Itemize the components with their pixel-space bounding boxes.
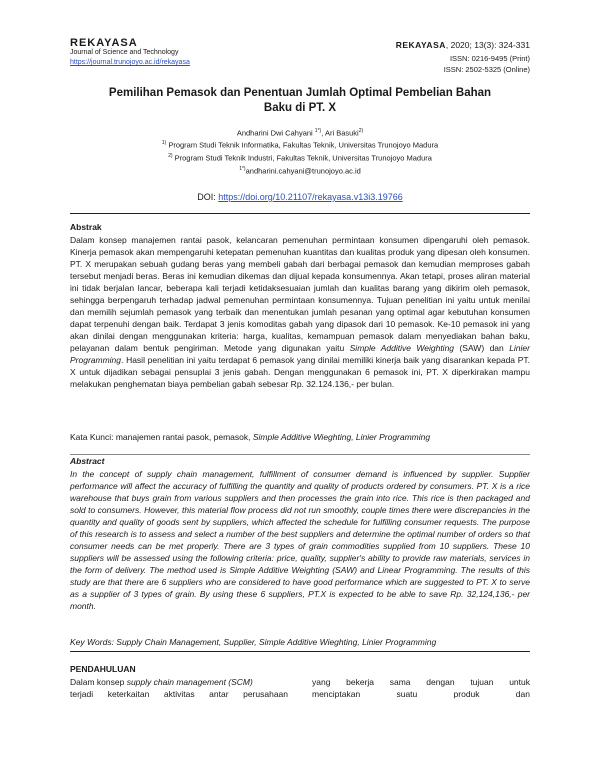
pendahuluan-right-column [312, 676, 530, 700]
issn-online: ISSN: 2502-5325 (Online) [443, 65, 530, 74]
word: untuk [509, 677, 530, 687]
word: bekerja [346, 677, 375, 687]
abstract-heading: Abstract [70, 456, 105, 466]
citation [396, 40, 530, 50]
affiliation-2 [70, 153, 530, 163]
abstrak-text-a: Dalam konsep manajemen rantai pasok, kelancaran pemenuhan permintaan konsumen dipengaruhi oleh pemasok. Kinerja pemasok akan mempengaruhi ketepatan pemenuhan kuantitas dan kualitas produk yang dipesan oleh konsumen. PT. X merupakan sebuah gudang beras yang membeli gabah dari berbagai pemasok dan kemudian memproses gabah tersebut menjadi beras. Beras ini kemudian dikemas dan dijual kepada konsumennya. Akan tetapi, proses aliran material ini tidak berjalan lancar, beberapa kali terjadi ketidaksesuaian jumlah dan kualitas barang yang dikirim oleh pemasok, sehingga berpengaruh terhadap jadwal pemenuhan permintaan konsumennya. Tujuan penelitian ini yaitu untuk menilai dan memilih sejumlah pemasok yang terbaik dan menentukan jumlah pesanan yang optimal agar kebutuhan konsumen dapat terpenuhi dengan baik. Terdapat 3 jenis komoditas gabah yang dipasok dari 10 pemasok. Ke-10 pemasok ini yang akan dinilai dengan menggunakan kriteria: harga, kualitas, kemampuan pemasok dalam menyediakan bahan baku, pelayanan dalam bentuk pengiriman. Metode yang digunakan yaitu [70, 235, 530, 353]
author-2-sup: 2) [358, 128, 364, 134]
word: suatu [396, 689, 418, 699]
journal-url-link[interactable]: https://journal.trunojoyo.ac.id/rekayasa [70, 59, 190, 66]
pendahuluan-left-column [70, 676, 288, 700]
divider-top [70, 213, 530, 214]
kata-kunci-label: Kata Kunci: manajemen rantai pasok, pemasok, [70, 432, 253, 442]
author-line [70, 128, 530, 138]
doi-line [70, 192, 530, 202]
author-email [70, 166, 530, 176]
doi-label: DOI: [197, 192, 219, 202]
word: tujuan [470, 677, 494, 687]
left-line-2: terjadi keterkaitan aktivitas antar perusahaan [70, 689, 288, 699]
pendahuluan-heading: PENDAHULUAN [70, 664, 136, 674]
email-text[interactable]: andharini.cahyani@trunojoyo.ac.id [245, 166, 361, 176]
paper-title: Pemilihan Pemasok dan Penentuan Jumlah Optimal Pembelian Bahan Baku di PT. X [108, 87, 492, 114]
journal-name: REKAYASA [70, 37, 138, 49]
citation-journal: REKAYASA [395, 40, 446, 50]
right-line-1 [312, 676, 530, 688]
kata-kunci [70, 432, 430, 442]
doi-link[interactable]: https://doi.org/10.21107/rekayasa.v13i3.19766 [218, 192, 403, 202]
left-line-1 [70, 676, 288, 688]
author-1-sup: 1*) [314, 128, 322, 134]
word: menciptakan [312, 689, 361, 699]
email-sup: 1*) [239, 166, 246, 172]
word: yang [312, 677, 331, 687]
affiliation-1 [70, 140, 530, 150]
divider-middle [70, 454, 530, 455]
word: sama [389, 677, 411, 687]
abstrak-heading: Abstrak [70, 222, 102, 232]
journal-subtitle: Journal of Science and Technology [70, 49, 179, 56]
abstrak-text-b: (SAW) dan [454, 343, 510, 353]
left-line-1-b: supply chain management (SCM) [126, 677, 253, 687]
abstract-body: In the concept of supply chain management, fulfillment of consumer demand is influenced by supplier. Supplier performance will affect the accuracy of fulfilling the quantity and quality of products ordered by consumers. PT. X is a rice warehouse that buys grain from various suppliers and then processes the grain into rice. This rice is then packaged and sold to consumers. However, this material flow process did not run smoothly, couple times there were discrepancies in the quantity and quality of goods sent by suppliers, which affected the schedule for fulfilling consumer requests. The purpose of this research is to assess and select a number of the best suppliers and determine the optimal number of orders so that consumer needs can be met properly. There are 3 types of grain commodities supplied from 10 suppliers. These 10 suppliers will be assessed using the following criteria: price, quality, supplier's ability to provide raw materials, services in the form of delivery. The method used is Simple Additive Weighting (SAW) and Linear Programming. The results of this study are that there are 6 suppliers who are considered to have good performance which are suggested to PT. X to serve as a supplier of 3 types of grain. By using these 6 suppliers, PT.X is expected to be able to save Rp. 32,124,136,- per month. [70, 469, 530, 611]
word: dengan [426, 677, 455, 687]
abstrak-body [70, 234, 530, 390]
author-2: , Ari Basuki [321, 128, 359, 138]
right-line-2 [312, 688, 530, 700]
abstrak-method-1: Simple Additive Weighting [349, 343, 455, 353]
aff1-text: Program Studi Teknik Informatika, Fakultas Teknik, Universitas Trunojoyo Madura [166, 140, 439, 150]
issn-print: ISSN: 0216-9495 (Print) [449, 54, 530, 63]
word: produk [453, 689, 480, 699]
abstrak-text-c: . Hasil penelitian ini yaitu terdapat 6 pemasok yang dinilai memiliki kinerja baik yang disarankan kepada PT. X untuk dijadikan sebagai pensuplai 3 jenis gabah. Dengan menggunakan 6 pemasok ini, PT. X diperkirakan mampu melakukan penghematan biaya pembelian gabah sebesar Rp. 32.124.136,- per bulan. [70, 355, 530, 389]
divider-bottom [70, 651, 530, 652]
word: dan [515, 689, 530, 699]
author-1: Andharini Dwi Cahyani [236, 128, 315, 138]
key-words: Key Words: Supply Chain Management, Supplier, Simple Additive Wieghting, Linier Programming [70, 637, 437, 647]
aff2-sup: 2) [168, 153, 173, 159]
left-line-1-a: Dalam konsep [70, 677, 127, 687]
aff2-text: Program Studi Teknik Industri, Fakultas Teknik, Universitas Trunojoyo Madura [172, 153, 432, 163]
citation-volume: , 2020; 13(3): 324-331 [445, 40, 530, 50]
abstrak-method-2: Linier Programming [70, 343, 530, 365]
kata-kunci-italic: Simple Additive Wieghting, Linier Programming [252, 432, 431, 442]
aff1-sup: 1) [161, 140, 167, 146]
